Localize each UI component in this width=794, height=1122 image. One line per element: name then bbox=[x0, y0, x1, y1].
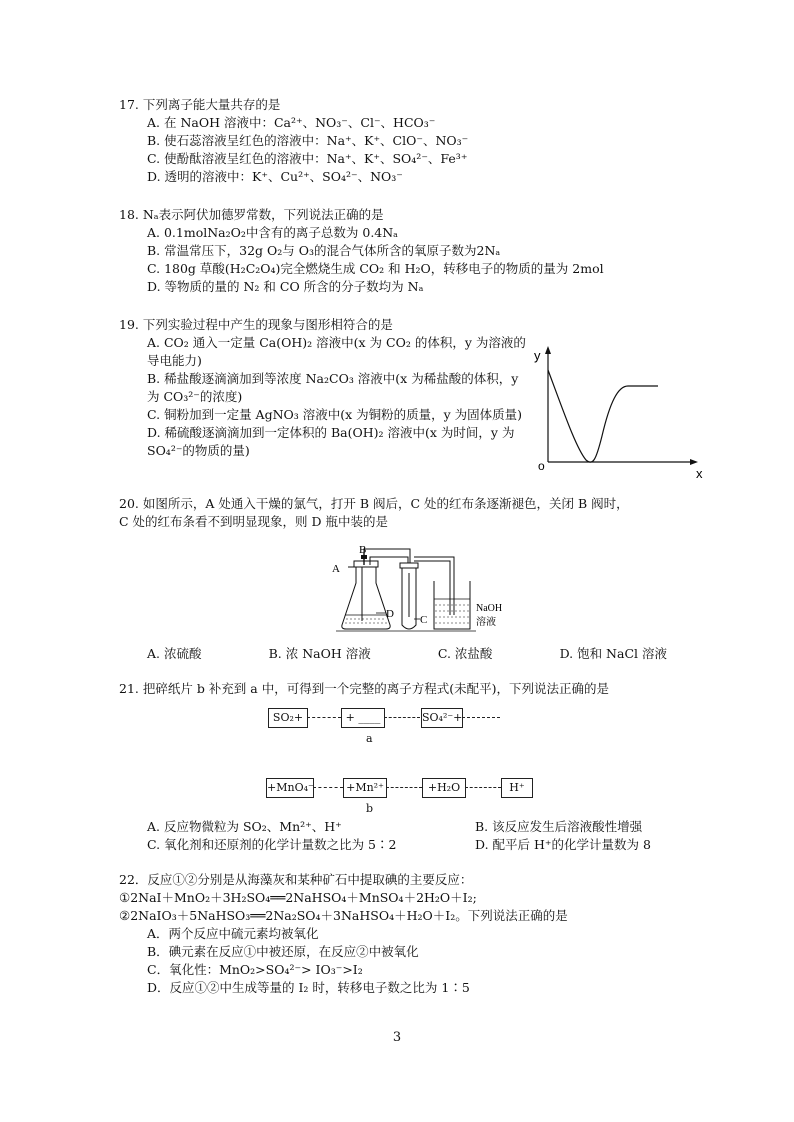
paper-a-dash bbox=[462, 717, 500, 718]
y-axis-label: y bbox=[534, 348, 541, 363]
test-tube-stopper bbox=[400, 563, 418, 568]
paper-a-box-2: + ____ bbox=[341, 708, 385, 728]
paper-a-dash bbox=[384, 717, 420, 718]
question-22 bbox=[119, 871, 719, 997]
option-b: B. 稀盐酸逐滴滴加到等浓度 Na₂CO₃ 溶液中(x 为稀盐酸的体积，y 为 CO₃²⁻的浓度) bbox=[147, 371, 519, 404]
question-20-stem-line1: 20. 如图所示，A 处通入干燥的氯气，打开 B 阀后，C 处的红布条逐渐褪色，关闭 B 阀时， bbox=[119, 496, 629, 511]
paper-a-box-3: SO₄²⁻+ bbox=[421, 708, 463, 728]
question-20-options bbox=[147, 644, 667, 662]
question-19-stem: 19. 下列实验过程中产生的现象与图形相符合的是 bbox=[119, 317, 393, 332]
option-d: D．反应①②中生成等量的 I₂ 时，转移电子数之比为 1∶5 bbox=[147, 980, 470, 995]
label-d: D bbox=[386, 608, 394, 620]
option-a: A. 0.1molNa₂O₂中含有的离子总数为 0.4Nₐ bbox=[147, 225, 399, 240]
option-a: A. 反应物微粒为 SO₂、Mn²⁺、H⁺ bbox=[147, 819, 342, 834]
question-21-stem: 21. 把碎纸片 b 补充到 a 中，可得到一个完整的离子方程式(未配平)，下列说法正确的是 bbox=[119, 681, 609, 696]
label-solution: 溶液 bbox=[476, 617, 496, 628]
option-d: D. 透明的溶液中：K⁺、Cu²⁺、SO₄²⁻、NO₃⁻ bbox=[147, 169, 403, 184]
x-axis-label: x bbox=[696, 466, 703, 480]
question-19-options bbox=[119, 334, 529, 460]
flask-d bbox=[342, 565, 390, 629]
label-c: C bbox=[420, 614, 428, 626]
option-b: B．碘元素在反应①中被还原，在反应②中被氧化 bbox=[147, 944, 419, 959]
option-c: C. 180g 草酸(H₂C₂O₄)完全燃烧生成 CO₂ 和 H₂O，转移电子的物质的量为 2mol bbox=[147, 261, 604, 276]
question-21-options bbox=[147, 818, 707, 854]
label-a: A bbox=[332, 563, 340, 575]
option-c: C. 氧化剂和还原剂的化学计量数之比为 5∶2 bbox=[147, 837, 397, 852]
inlet-tube-a bbox=[348, 567, 362, 621]
label-b: B bbox=[359, 545, 367, 556]
tube-to-beaker-inner bbox=[414, 561, 450, 615]
question-18 bbox=[119, 206, 699, 296]
origin-label: o bbox=[538, 459, 545, 473]
option-d: D. 配平后 H⁺的化学计量数为 8 bbox=[475, 837, 651, 852]
question-20-apparatus bbox=[328, 545, 518, 640]
option-a: A. 在 NaOH 溶液中：Ca²⁺、NO₃⁻、Cl⁻、HCO₃⁻ bbox=[147, 115, 436, 130]
page-number: 3 bbox=[392, 1030, 402, 1045]
paper-b-box-3: +H₂O bbox=[422, 778, 466, 798]
option-a: A．两个反应中硫元素均被氧化 bbox=[147, 926, 319, 941]
paper-a-box-1: SO₂+ bbox=[268, 708, 308, 728]
paper-b-box-2: +Mn²⁺ bbox=[343, 778, 387, 798]
question-17 bbox=[119, 96, 699, 186]
paper-a-label: a bbox=[366, 732, 373, 745]
option-b: B. 浓 NaOH 溶液 bbox=[268, 646, 371, 661]
y-axis-arrow bbox=[545, 346, 551, 354]
paper-b-box-4: H⁺ bbox=[501, 778, 533, 798]
question-21 bbox=[119, 680, 719, 698]
option-d: D. 等物质的量的 N₂ 和 CO 所含的分子数均为 Nₐ bbox=[147, 279, 424, 294]
option-b: B. 该反应发生后溶液酸性增强 bbox=[475, 819, 643, 834]
option-a: A. CO₂ 通入一定量 Ca(OH)₂ 溶液中(x 为 CO₂ 的体积，y 为溶液的导电能力) bbox=[147, 335, 526, 368]
paper-b-dash bbox=[313, 787, 343, 788]
beaker-liquid-hatch bbox=[435, 605, 469, 623]
equation-2: ②2NaIO₃＋5NaHSO₃══2Na₂SO₄＋3NaHSO₄＋H₂O＋I₂。下列说法正确的是 bbox=[119, 908, 568, 923]
paper-b-dash bbox=[386, 787, 422, 788]
option-c: C. 浓盐酸 bbox=[437, 646, 493, 661]
question-17-stem: 17. 下列离子能大量共存的是 bbox=[119, 97, 281, 112]
graph-curve bbox=[548, 370, 658, 462]
equation-1: ①2NaI＋MnO₂＋3H₂SO₄══2NaHSO₄＋MnSO₄＋2H₂O＋I₂; bbox=[119, 890, 477, 905]
question-20 bbox=[119, 495, 719, 531]
option-b: B. 常温常压下，32g O₂与 O₃的混合气体所含的氧原子数为2Nₐ bbox=[147, 243, 501, 258]
option-c: C. 使酚酞溶液呈红色的溶液中：Na⁺、K⁺、SO₄²⁻、Fe³⁺ bbox=[147, 151, 468, 166]
question-19-graph bbox=[528, 340, 714, 480]
option-d: D. 稀硫酸逐滴滴加到一定体积的 Ba(OH)₂ 溶液中(x 为时间，y 为 SO₄²⁻的物质的量) bbox=[147, 425, 515, 458]
question-22-stem: 22．反应①②分别是从海藻灰和某种矿石中提取碘的主要反应： bbox=[119, 872, 473, 887]
option-b: B. 使石蕊溶液呈红色的溶液中：Na⁺、K⁺、ClO⁻、NO₃⁻ bbox=[147, 133, 469, 148]
option-c: C．氧化性：MnO₂>SO₄²⁻> IO₃⁻>I₂ bbox=[147, 962, 363, 977]
option-d: D. 饱和 NaCl 溶液 bbox=[559, 646, 667, 661]
paper-b-box-1: +MnO₄⁻ bbox=[266, 778, 314, 798]
paper-b-label: b bbox=[366, 802, 374, 815]
paper-b-dash bbox=[465, 787, 501, 788]
label-naoh: NaOH bbox=[476, 603, 503, 614]
question-20-stem-line2: C 处的红布条看不到明显现象，则 D 瓶中装的是 bbox=[119, 514, 389, 529]
option-a: A. 浓硫酸 bbox=[147, 646, 202, 661]
liquid-hatch bbox=[345, 619, 387, 623]
x-axis-arrow bbox=[690, 459, 698, 465]
question-18-stem: 18. Nₐ表示阿伏加德罗常数，下列说法正确的是 bbox=[119, 207, 384, 222]
paper-a-dash bbox=[307, 717, 341, 718]
option-c: C. 铜粉加到一定量 AgNO₃ 溶液中(x 为铜粉的质量，y 为固体质量) bbox=[147, 407, 523, 422]
stopper bbox=[354, 561, 378, 567]
